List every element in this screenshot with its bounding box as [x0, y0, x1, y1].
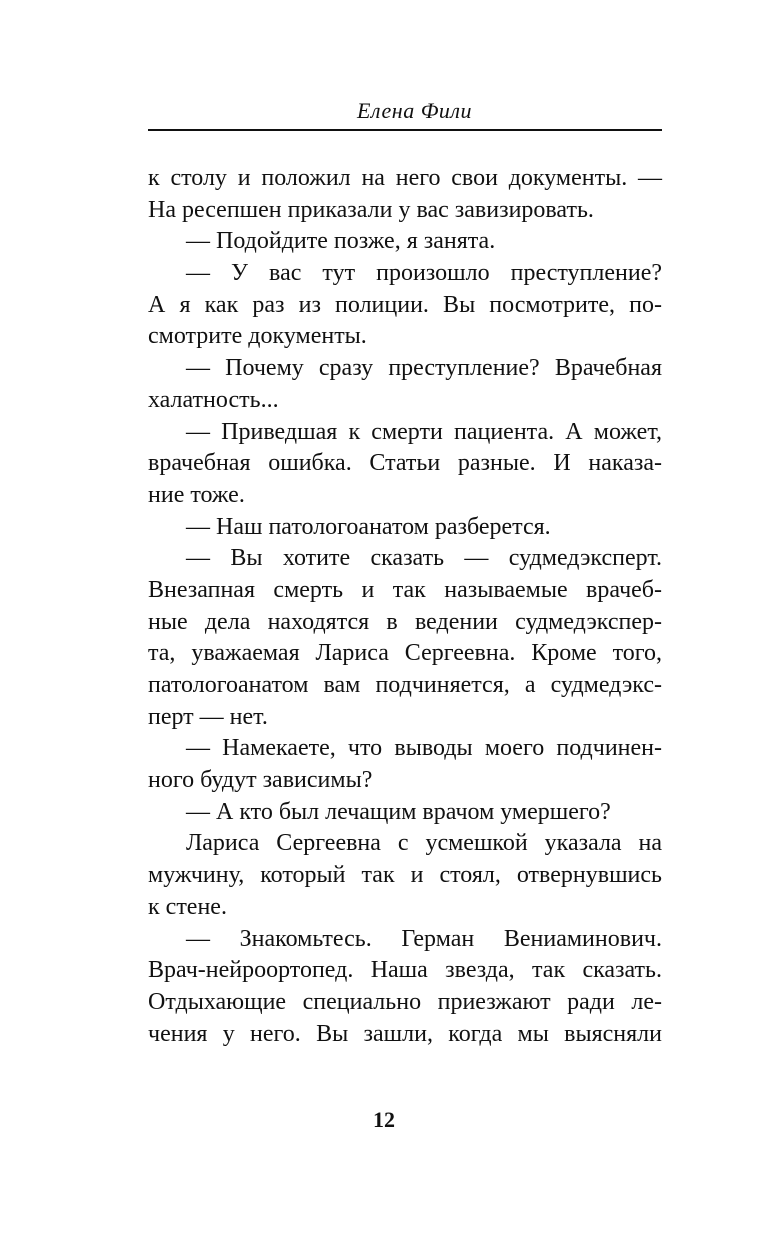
- text-line: — Вы хотите сказать — судмедэксперт.: [186, 545, 662, 572]
- text-line: Лариса Сергеевна с усмешкой указала на: [186, 830, 662, 857]
- text-line: Внезапная смерть и так называемые врачеб-: [148, 576, 662, 603]
- text-line: мужчину, который так и стоял, отвернувшись: [148, 862, 662, 889]
- text-line: к столу и положил на него свои документы. —: [148, 165, 662, 191]
- running-header: [148, 92, 662, 132]
- text-line: к стене.: [148, 893, 227, 920]
- text-line: врачебная ошибка. Статьи разные. И наказа-: [148, 450, 662, 477]
- text-line: — Намекаете, что выводы моего подчинен-: [186, 735, 662, 762]
- text-line: та, уважаемая Лариса Сергеевна. Кроме того,: [148, 640, 662, 667]
- text-line: — Знакомьтесь. Герман Вениаминович.: [186, 925, 662, 952]
- text-line: — Приведшая к смерти пациента. А может,: [186, 418, 662, 445]
- text-line: — Подойдите позже, я занята.: [186, 228, 496, 255]
- text-line: ного будут зависимы?: [148, 767, 373, 794]
- text-line: ные дела находятся в ведении судмедэкспер-: [148, 608, 662, 635]
- header-author: Елена Фили: [356, 98, 472, 123]
- header-rule: [148, 129, 662, 131]
- text-line: На ресепшен приказали у вас завизировать.: [148, 196, 594, 223]
- text-line: Отдыхающие специально приезжают ради ле-: [148, 988, 662, 1015]
- text-line: — А кто был лечащим врачом умершего?: [186, 798, 611, 825]
- text-line: чения у него. Вы зашли, когда мы выясняли: [148, 1020, 662, 1047]
- text-line: патологоанатом вам подчиняется, а судмедэкс-: [148, 672, 662, 698]
- text-line: халатность...: [148, 386, 279, 413]
- page-text: [148, 163, 662, 1050]
- text-line: смотрите документы.: [148, 323, 367, 350]
- text-line: — Почему сразу преступление? Врачебная: [186, 355, 662, 382]
- page-number: 12: [373, 1107, 395, 1132]
- text-line: Врач-нейроортопед. Наша звезда, так сказать.: [148, 957, 662, 984]
- text-line: — У вас тут произошло преступление?: [186, 260, 662, 287]
- text-line: перт — нет.: [148, 703, 268, 730]
- text-line: ние тоже.: [148, 481, 245, 508]
- text-line: — Наш патологоанатом разберется.: [186, 513, 551, 540]
- text-line: А я как раз из полиции. Вы посмотрите, по-: [148, 291, 662, 318]
